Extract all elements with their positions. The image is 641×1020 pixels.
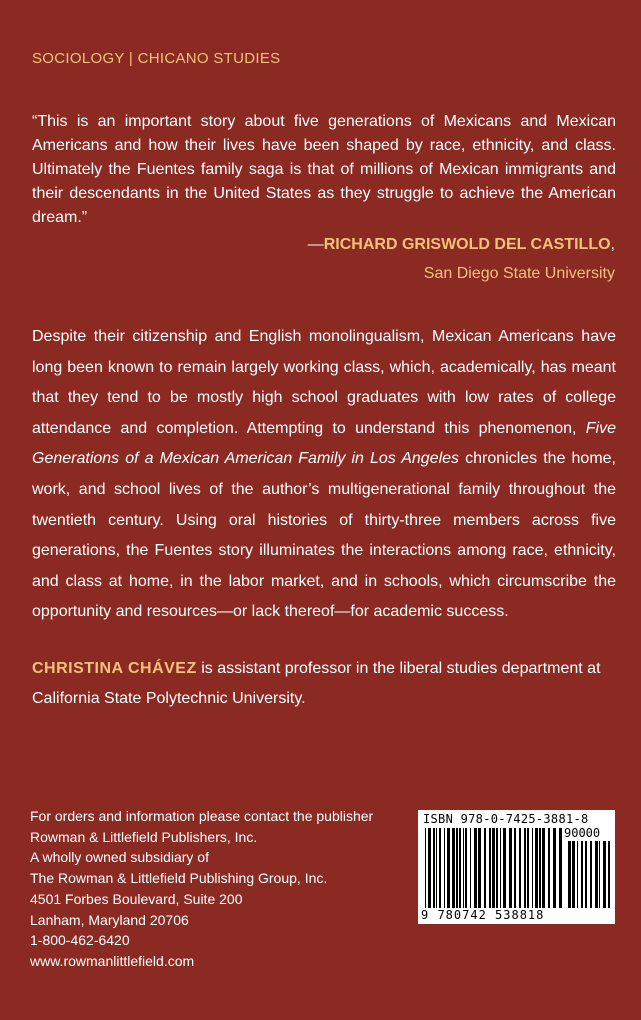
barcode-bar	[539, 828, 541, 908]
barcode-bar	[474, 828, 477, 908]
barcode-bar	[577, 841, 578, 908]
attribution-author: RICHARD GRISWOLD DEL CASTILLO	[323, 236, 611, 253]
attribution-affiliation: San Diego State University	[423, 265, 615, 282]
barcode-bar	[439, 828, 441, 908]
attribution-line	[308, 230, 615, 259]
barcode-bar	[542, 828, 545, 908]
barcode-bar	[599, 841, 600, 908]
publisher-line: Rowman & Littlefield Publishers, Inc.	[30, 828, 258, 845]
barcode-bar	[492, 828, 495, 908]
description-part-2: chronicles the home, work, and school lives of the author’s multigenerational family throughout the twentieth century. Using oral histories of thirty-three members across five generations, the Fuentes story illuminates the interactions among race, ethnicity, and class at home, in the labor market, and in schools, which circumscribe the opportunity and resources—or lack thereof—for academic success.	[32, 450, 616, 621]
publisher-line: The Rowman & Littlefield Publishing Group, Inc.	[30, 870, 328, 887]
category-label: SOCIOLOGY | CHICANO STUDIES	[32, 50, 281, 67]
quote-attribution	[308, 230, 615, 288]
barcode-bar	[465, 828, 467, 908]
barcode-bar	[428, 828, 431, 908]
barcode-bar	[585, 841, 587, 908]
barcode-bar	[478, 828, 481, 908]
barcode-bar	[527, 828, 529, 908]
author-bio-text: is assistant professor in the liberal studies department at California State Polytechnic University.	[32, 660, 601, 707]
publisher-line: For orders and information please contact the publisher	[30, 808, 374, 824]
barcode-bar	[603, 841, 606, 908]
barcode-bar	[444, 828, 445, 908]
barcode-bar	[496, 828, 498, 908]
endorsement-quote: “This is an important story about five generations of Mexicans and Mexican Americans and how their lives have been shaped by race, ethnicity, and class. Ultimately the Fuentes family saga is that of millions of Mexican immigrants and their descendants in the United States as they struggle to achieve the American dream.”	[32, 113, 616, 226]
barcode-bar	[524, 828, 526, 908]
barcode-bar	[514, 828, 516, 908]
isbn-text: ISBN 978-0-7425-3881-8	[423, 812, 589, 826]
barcode-bar	[553, 828, 556, 908]
book-description	[32, 322, 616, 628]
barcode-bar	[463, 828, 464, 908]
barcode-bar	[459, 828, 461, 908]
attribution-comma: ,	[610, 236, 615, 253]
barcode-bar	[519, 828, 521, 908]
barcode-bar	[433, 828, 435, 908]
barcode-bar	[489, 828, 491, 908]
barcode-bar	[559, 828, 562, 908]
barcode-bar	[425, 828, 426, 908]
barcode-bar	[452, 828, 455, 908]
barcode-bar	[548, 828, 550, 908]
publisher-phone: 1-800-462-6420	[30, 932, 130, 949]
barcode-bar	[503, 828, 506, 908]
publisher-website: www.rowmanlittlefield.com	[30, 952, 195, 969]
barcode-bar	[447, 828, 450, 908]
barcode-bar	[470, 828, 471, 908]
publisher-line: 4501 Forbes Boulevard, Suite 200	[30, 890, 243, 907]
barcode-addon-bars	[568, 841, 610, 908]
attribution-dash: —	[307, 236, 324, 253]
barcode-addon-number: 90000	[564, 826, 601, 840]
author-bio	[32, 654, 616, 714]
barcode-bar	[535, 828, 538, 908]
author-name: CHRISTINA CHÁVEZ	[32, 660, 197, 677]
barcode-bar	[572, 841, 575, 908]
description-part-1: Despite their citizenship and English monolingualism, Mexican Americans have long been known to remain largely working class, which, academically, has meant that they tend to be mostly high school graduates with low rates of college attendance and completion. Attempting to understand this phenomenon,	[32, 328, 616, 437]
barcode-bar	[509, 828, 512, 908]
barcode-bar	[608, 841, 610, 908]
book-title: Five Generations of a Mexican American Family in Los Angeles	[32, 419, 616, 468]
barcode-bar	[590, 841, 592, 908]
barcode-bar	[581, 841, 583, 908]
publisher-line: A wholly owned subsidiary of	[30, 849, 209, 866]
barcode-bar	[456, 828, 458, 908]
barcode-bar	[532, 828, 533, 908]
barcode-bar	[500, 828, 501, 908]
publisher-info	[30, 806, 373, 972]
barcode-bar	[484, 828, 486, 908]
ean-digits: 9 780742 538818	[421, 908, 545, 922]
barcode-bar	[595, 841, 598, 908]
publisher-line: Lanham, Maryland 20706	[30, 911, 189, 928]
barcode	[418, 810, 615, 924]
barcode-bars	[425, 828, 563, 908]
barcode-bar	[436, 828, 437, 908]
barcode-bar	[568, 841, 571, 908]
